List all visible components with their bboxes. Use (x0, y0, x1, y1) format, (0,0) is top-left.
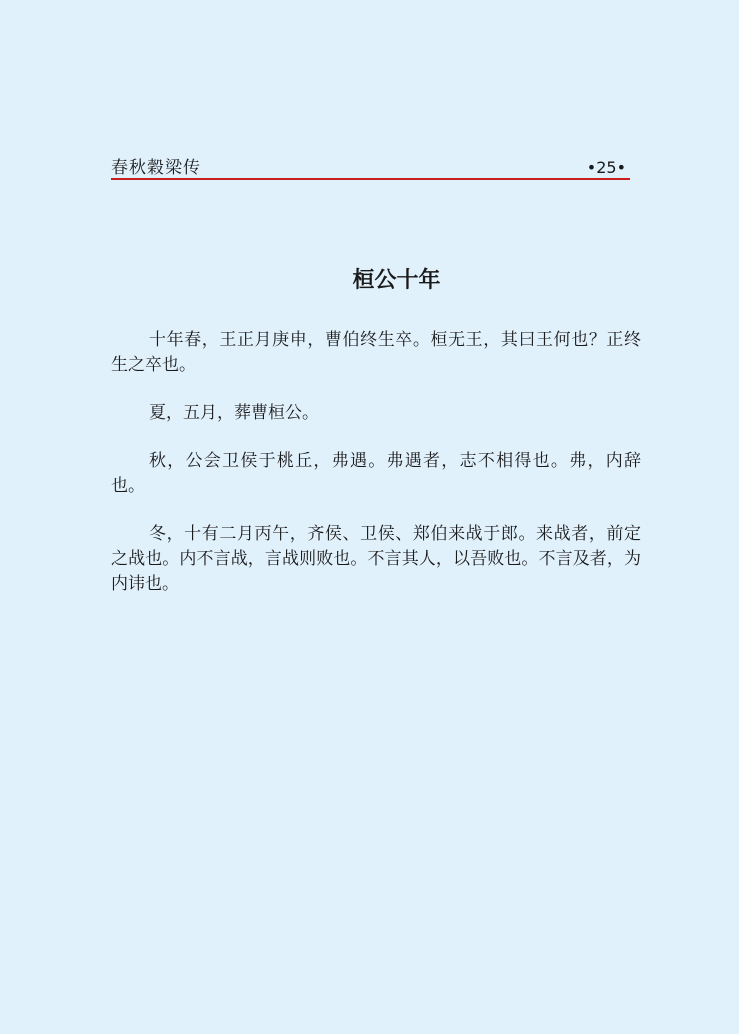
paragraph: 十年春，王正月庚申，曹伯终生卒。桓无王，其曰王何也？正终生之卒也。 (111, 330, 641, 375)
paragraph: 冬，十有二月丙午，齐侯、卫侯、郑伯来战于郎。来战者，前定之战也。内不言战，言战则败也。不言其人，以吾败也。不言及者，为内讳也。 (111, 524, 641, 594)
page-number: •25• (586, 158, 626, 177)
body-text (111, 328, 641, 620)
paragraph: 夏，五月，葬曹桓公。 (149, 403, 319, 423)
running-header (111, 158, 630, 180)
paragraph: 秋，公会卫侯于桃丘，弗遇。弗遇者，志不相得也。弗，内辞也。 (111, 451, 641, 496)
book-title: 春秋穀梁传 (111, 158, 201, 178)
chapter-title: 桓公十年 (352, 267, 441, 293)
